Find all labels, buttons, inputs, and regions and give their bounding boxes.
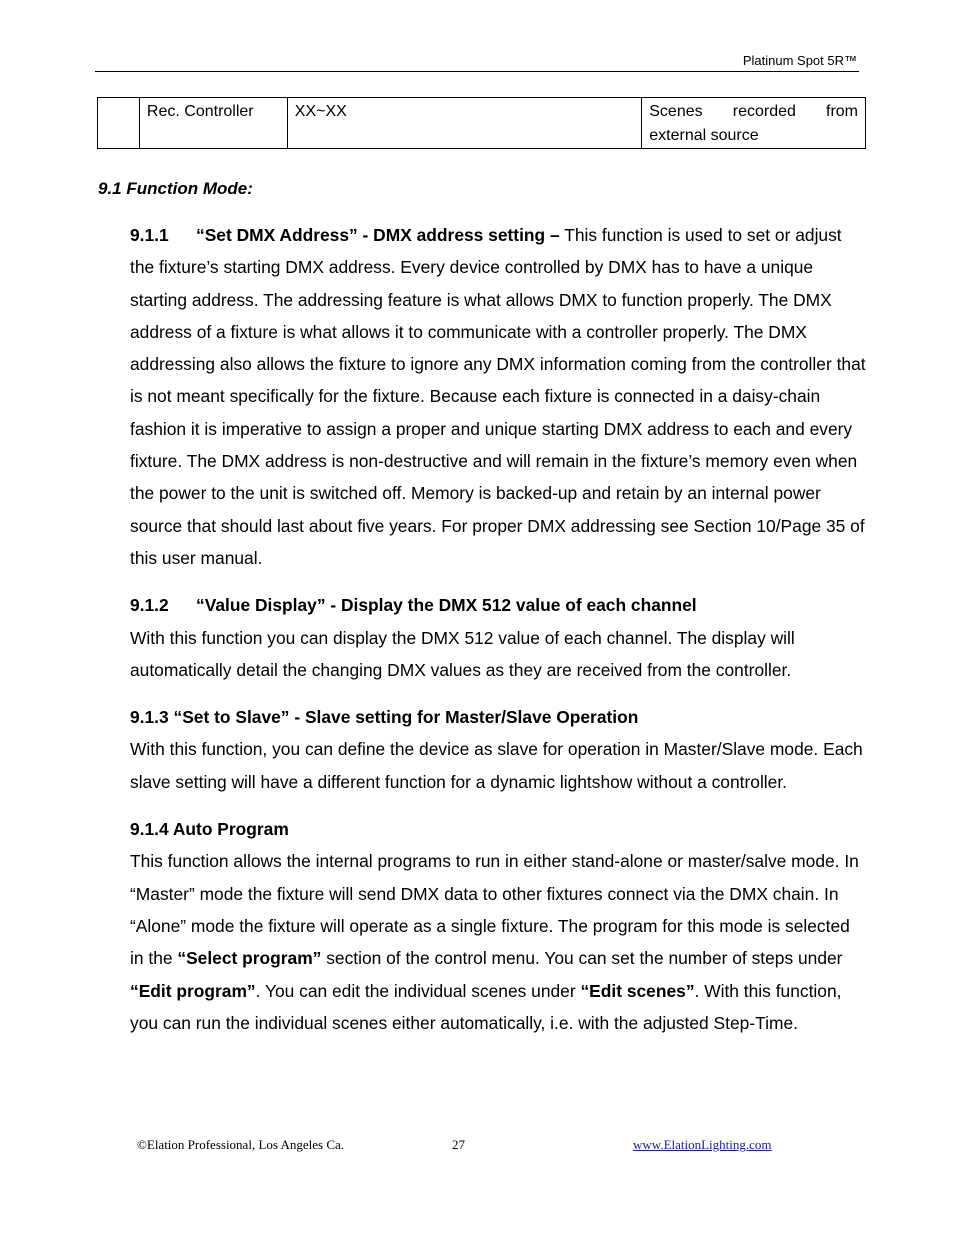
table-cell-description: Scenes recorded from external source bbox=[642, 98, 866, 149]
table-cell-blank bbox=[98, 98, 140, 149]
table-cell-name: Rec. Controller bbox=[139, 98, 287, 149]
table-row bbox=[98, 98, 866, 149]
paragraph-911-body: This function is used to set or adjust the fixture’s starting DMX address. Every device controlled by DMX has to have a unique starting address. The addressing feature is what allows DMX to function properly. The DMX address of a fixture is what allows it to communicate with a controller properly. The DMX addressing also allows the fixture to ignore any DMX information coming from the controller that is not meant specifically for the fixture. Because each fixture is connected in a daisy-chain fashion it is imperative to assign a proper and unique starting DMX address to each and every fixture. The DMX address is non-destructive and will remain in the fixture’s memory even when the power to the unit is switched off. Memory is backed-up and retain by an internal power source that should last about five years. For proper DMX addressing see Section 10/Page 35 of this user manual. bbox=[130, 225, 866, 568]
paragraph-914-body bbox=[130, 845, 866, 1039]
paragraph-911 bbox=[130, 219, 866, 574]
heading-911-number: 9.1.1 bbox=[130, 225, 169, 245]
paragraph-914-text-3: . You can edit the individual scenes under bbox=[255, 980, 581, 1001]
content-body bbox=[130, 219, 866, 1039]
heading-913 bbox=[130, 701, 866, 733]
select-program-term: “Select program” bbox=[177, 948, 322, 969]
header-rule bbox=[95, 71, 859, 72]
paragraph-913-body: With this function, you can define the device as slave for operation in Master/Slave mode. Each slave setting will have a different function for a dynamic lightshow without a controller. bbox=[130, 739, 863, 792]
edit-scenes-term: “Edit scenes” bbox=[580, 980, 695, 1001]
website-link[interactable]: www.ElationLighting.com bbox=[633, 1137, 772, 1152]
page-number: 27 bbox=[452, 1137, 465, 1152]
heading-912 bbox=[130, 589, 866, 621]
spec-table bbox=[97, 97, 866, 149]
heading-914-title: 9.1.4 Auto Program bbox=[130, 819, 289, 840]
heading-913-title: 9.1.3 “Set to Slave” - Slave setting for Master/Slave Operation bbox=[130, 707, 639, 728]
heading-912-title: “Value Display” - Display the DMX 512 value of each channel bbox=[196, 595, 697, 616]
heading-911-title: “Set DMX Address” - DMX address setting – bbox=[196, 225, 560, 245]
footer-copyright: ©Elation Professional, Los Angeles Ca. bbox=[137, 1137, 345, 1152]
paragraph-912-body: With this function you can display the DMX 512 value of each channel. The display will automatically detail the changing DMX values as they are received from the controller. bbox=[130, 627, 795, 680]
paragraph-914-text-1: This function allows the internal programs to run in either stand-alone or master/salve mode. In “Master” mode the fixture will send DMX data to other fixtures connect via the DMX chain. In “Alone” mode the fixture will operate as a single fixture. The program for this mode is selected in the bbox=[130, 851, 859, 969]
heading-912-number: 9.1.2 bbox=[130, 595, 169, 616]
section-heading: 9.1 Function Mode: bbox=[98, 179, 253, 198]
heading-914 bbox=[130, 813, 866, 845]
paragraph-914-text-2: section of the control menu. You can set the number of steps under bbox=[321, 948, 843, 969]
paragraph-914-text-4: . With this function, you can run the individual scenes either automatically, i.e. with the adjusted Step-Time. bbox=[130, 980, 842, 1033]
header-title: Platinum Spot 5R™ bbox=[742, 53, 857, 68]
edit-program-term: “Edit program” bbox=[130, 980, 256, 1001]
table-cell-value: XX~XX bbox=[287, 98, 641, 149]
